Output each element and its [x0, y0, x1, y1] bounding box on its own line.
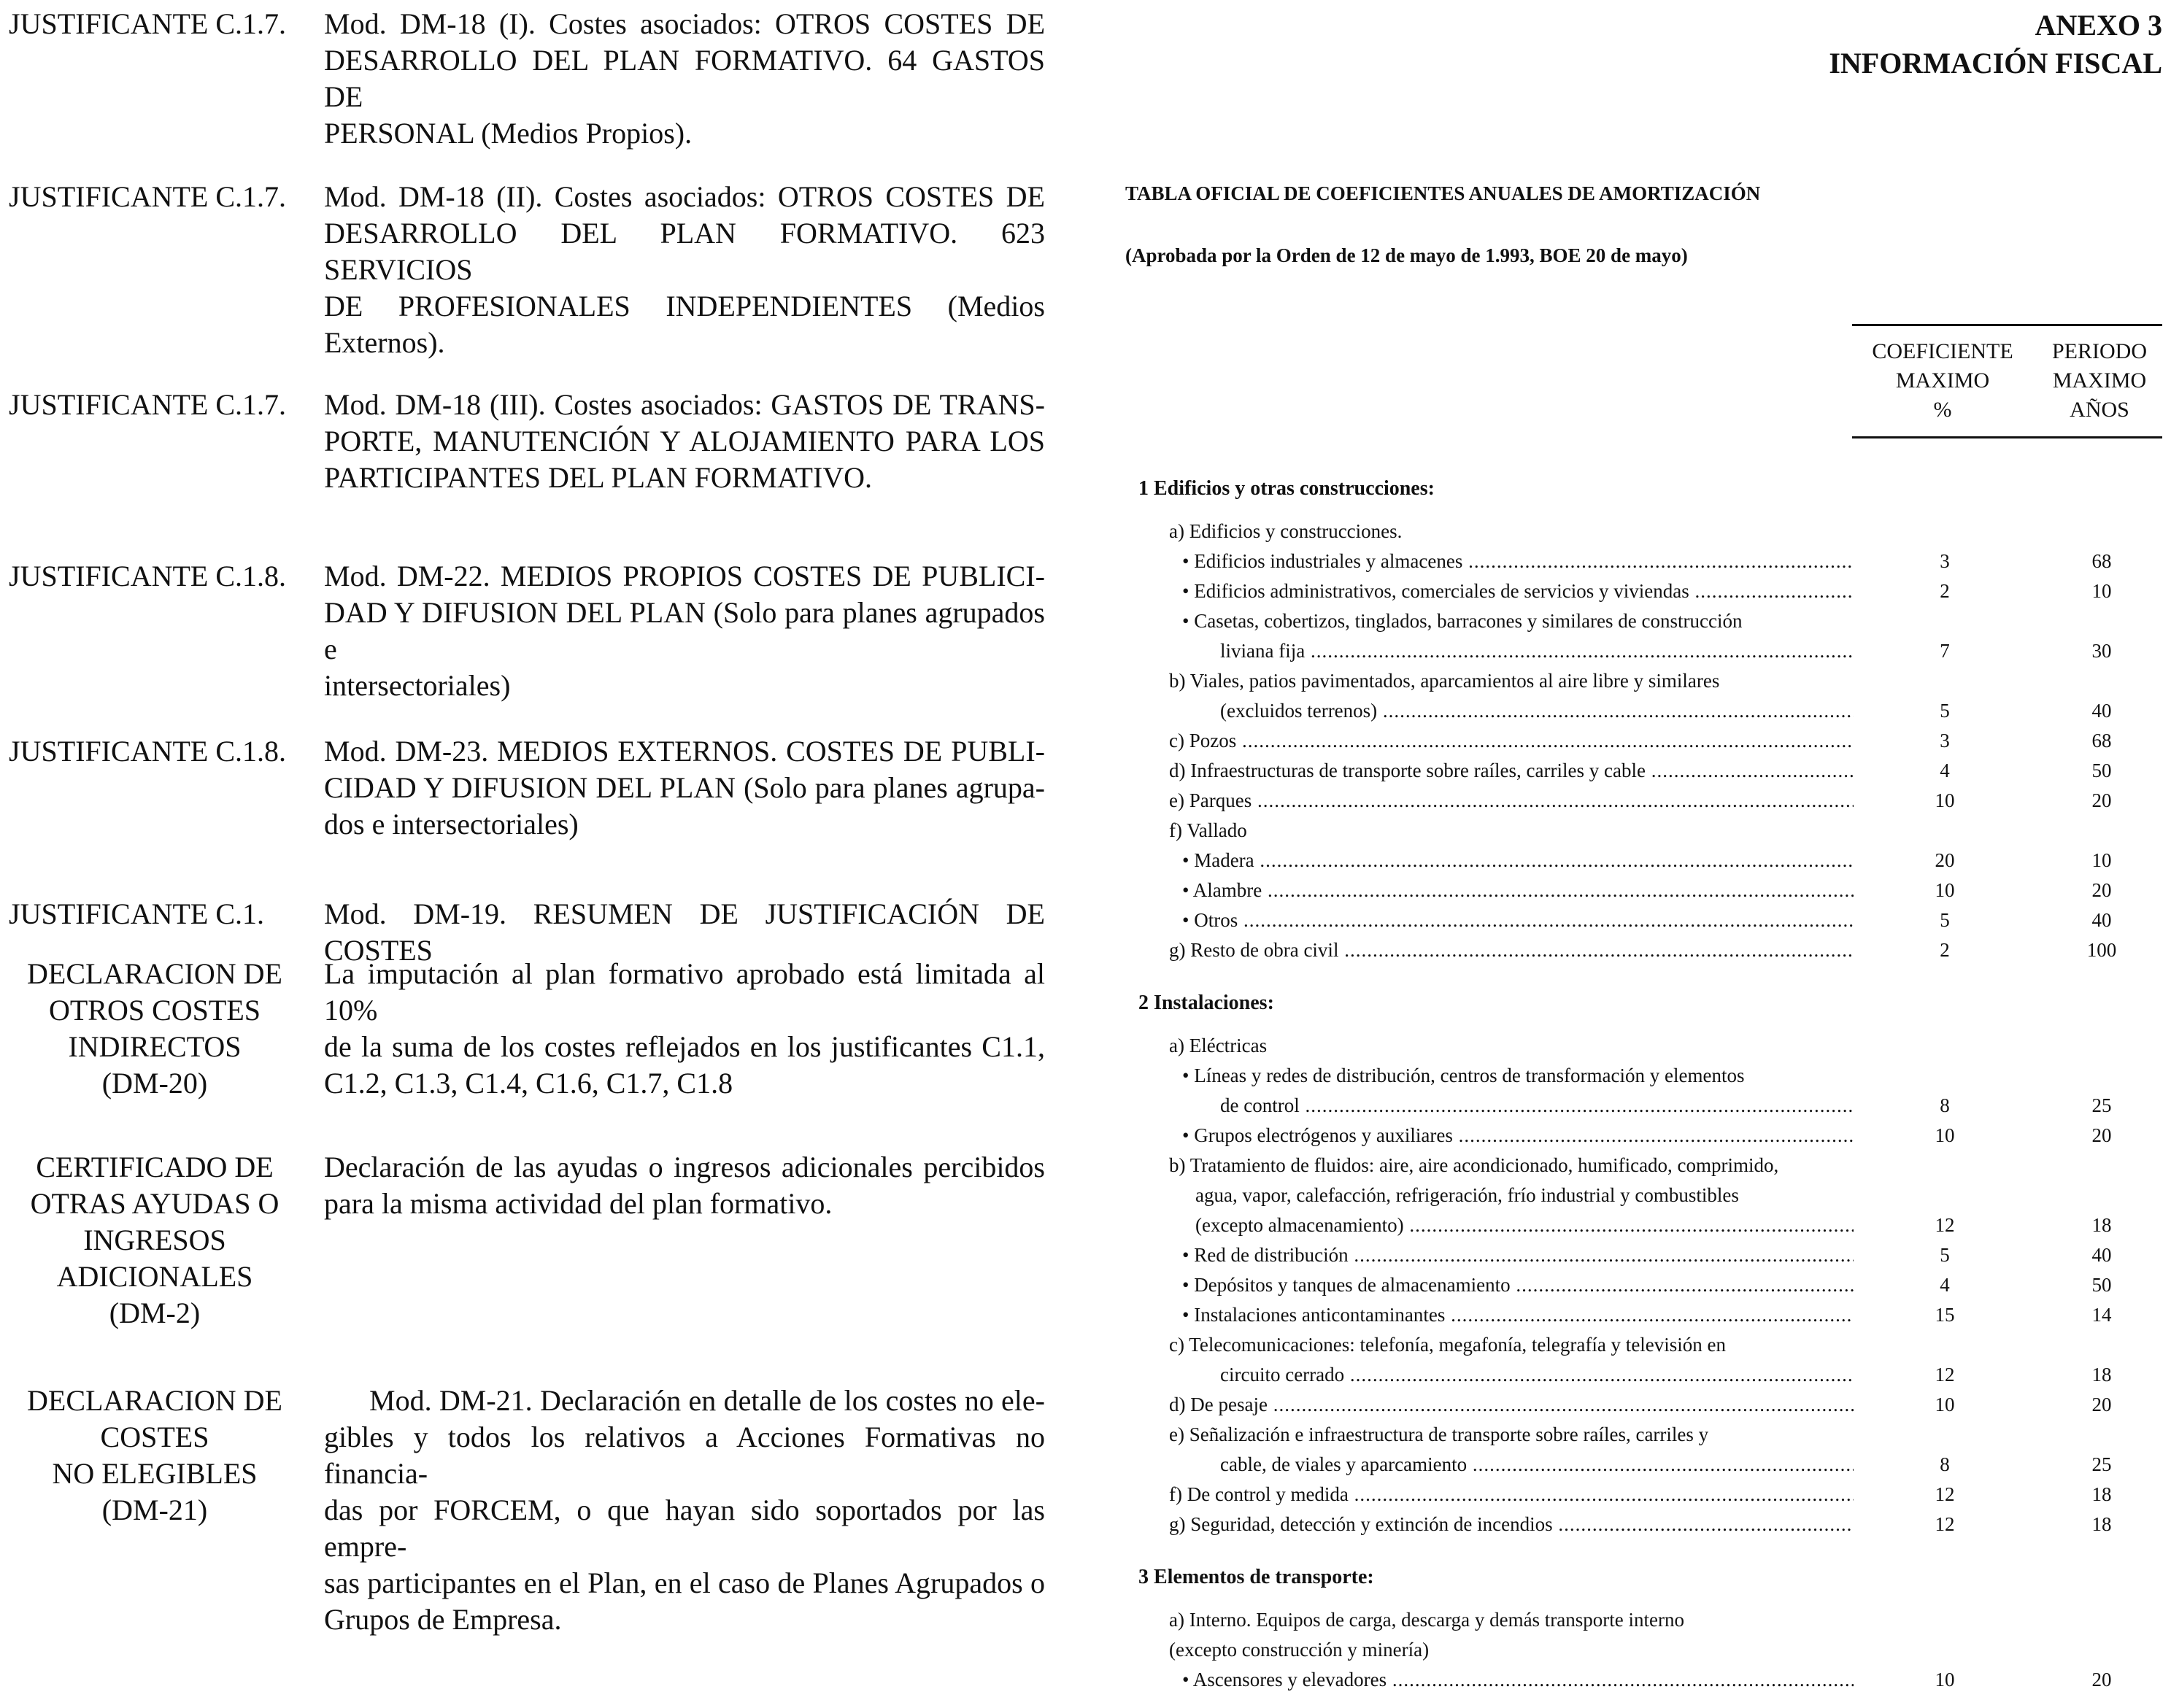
- coeficiente-value: 8: [1940, 1453, 1950, 1475]
- coeficiente-value: 5: [1940, 909, 1950, 931]
- periodo-value: 68: [2091, 550, 2112, 572]
- col2-line1: PERIODO: [2051, 339, 2147, 363]
- entry-label: [9, 558, 315, 595]
- left-page: [0, 0, 1051, 1708]
- entry-description: [324, 956, 1045, 1102]
- table-row: [1117, 1450, 2171, 1479]
- table-row: [1117, 1330, 2171, 1359]
- coeficiente-value: 5: [1940, 1244, 1950, 1266]
- periodo-value: 10: [2091, 580, 2112, 602]
- periodo-value: 10: [2091, 849, 2112, 871]
- col1-line2: MAXIMO: [1895, 368, 1990, 393]
- row-label: • Casetas, cobertizos, tinglados, barracones y similares de construcción: [1182, 610, 1743, 632]
- row-label: • Ascensores y elevadores .....: [1182, 1665, 1854, 1694]
- entry-description-line: PARTICIPANTES DEL PLAN FORMATIVO.: [324, 461, 873, 494]
- table-row: [1117, 546, 2171, 576]
- table-section-heading: [1117, 474, 2171, 503]
- coeficiente-value: 4: [1940, 1274, 1950, 1296]
- table-row: [1117, 1091, 2171, 1120]
- periodo-value: 100: [2086, 939, 2117, 961]
- row-label: d) Infraestructuras de transporte sobre raíles, carriles y cable .....: [1169, 756, 1854, 785]
- entry-label-line: JUSTIFICANTE C.1.7.: [9, 180, 287, 213]
- row-label: c) Telecomunicaciones: telefonía, megafonía, telegrafía y televisión en: [1169, 1334, 1727, 1356]
- row-label: • Instalaciones anticontaminantes .....: [1182, 1300, 1854, 1329]
- periodo-value: 25: [2091, 1094, 2112, 1116]
- entry-label-line: DECLARACION DE: [27, 1384, 282, 1417]
- periodo-value: 30: [2091, 640, 2112, 662]
- table-row: [1117, 935, 2171, 965]
- col1-line3: %: [1933, 398, 1952, 422]
- entry-label-line: CERTIFICADO DE: [36, 1151, 274, 1183]
- periodo-value: 18: [2091, 1364, 2112, 1386]
- entry-label: [9, 733, 315, 770]
- entry-description-line: C1.2, C1.3, C1.4, C1.6, C1.7, C1.8: [324, 1067, 733, 1100]
- entry-description-line: La imputación al plan formativo aprobado está limitada al 10%: [324, 957, 1045, 1027]
- periodo-value: 40: [2091, 1244, 2112, 1266]
- annex-number: ANEXO 3: [2035, 9, 2162, 42]
- entry-description-line: CIDAD Y DIFUSION DEL PLAN (Solo para planes agrupa-: [324, 771, 1045, 804]
- coeficiente-value: 12: [1935, 1214, 1955, 1236]
- entry-description-line: intersectoriales): [324, 669, 511, 702]
- annex-title: INFORMACIÓN FISCAL: [1829, 47, 2162, 80]
- coeficiente-value: 20: [1935, 849, 1955, 871]
- row-label: cable, de viales y aparcamiento .....: [1220, 1450, 1854, 1479]
- entry-label-line: JUSTIFICANTE C.1.8.: [9, 560, 287, 592]
- coeficiente-value: 3: [1940, 550, 1950, 572]
- row-label: • Alambre .....: [1182, 876, 1854, 905]
- table-row: [1117, 1665, 2171, 1694]
- table-row: [1117, 1360, 2171, 1389]
- row-label: e) Parques .....: [1169, 786, 1854, 815]
- table-row: [1117, 846, 2171, 875]
- entry-label-line: JUSTIFICANTE C.1.8.: [9, 735, 287, 768]
- col1-line1: COEFICIENTE: [1872, 339, 2013, 363]
- entry-description-line: DESARROLLO DEL PLAN FORMATIVO. 64 GASTOS DE: [324, 44, 1045, 113]
- table-row: [1117, 696, 2171, 725]
- periodo-value: 20: [2091, 789, 2112, 811]
- periodo-value: 14: [2091, 1304, 2112, 1326]
- coeficiente-value: 2: [1940, 580, 1950, 602]
- row-label: • Otros .....: [1182, 905, 1854, 935]
- entry-label-line: JUSTIFICANTE C.1.7.: [9, 7, 287, 40]
- periodo-value: 20: [2091, 1124, 2112, 1146]
- table-row: [1117, 1061, 2171, 1090]
- entry-label: [9, 1383, 301, 1529]
- row-label: d) De pesaje .....: [1169, 1390, 1854, 1419]
- row-label: e) Señalización e infraestructura de transporte sobre raíles, carriles y: [1169, 1423, 1709, 1445]
- coeficiente-value: 10: [1935, 879, 1955, 901]
- table-title: TABLA OFICIAL DE COEFICIENTES ANUALES DE AMORTIZACIÓN: [1125, 182, 1761, 204]
- table-row: [1117, 517, 2171, 546]
- entry-description: [324, 1149, 1045, 1222]
- coeficiente-value: 2: [1940, 939, 1950, 961]
- entry-description-line: Mod. DM-18 (I). Costes asociados: OTROS COSTES DE: [324, 7, 1045, 40]
- entry-description: [324, 6, 1045, 152]
- entry-label-line: (DM-2): [109, 1297, 201, 1329]
- coeficiente-value: 4: [1940, 760, 1950, 781]
- column-header-coeficiente: [1855, 337, 2030, 425]
- row-label: g) Resto de obra civil .....: [1169, 935, 1854, 965]
- table-row: [1117, 1121, 2171, 1150]
- entry-description-line: Grupos de Empresa.: [324, 1603, 562, 1636]
- periodo-value: 18: [2091, 1513, 2112, 1535]
- table-row: [1117, 1510, 2171, 1539]
- row-label: • Edificios administrativos, comerciales de servicios y viviendas .....: [1182, 576, 1854, 606]
- table-row: [1117, 1180, 2171, 1210]
- row-label: 2 Instalaciones:: [1138, 992, 1274, 1014]
- row-label: • Madera .....: [1182, 846, 1854, 875]
- row-label: (excepto almacenamiento) .....: [1195, 1210, 1854, 1240]
- coeficiente-value: 8: [1940, 1094, 1950, 1116]
- table-row: [1117, 905, 2171, 935]
- col2-line2: MAXIMO: [2052, 368, 2147, 393]
- coeficiente-value: 10: [1935, 1394, 1955, 1415]
- right-page: [1117, 0, 2171, 1708]
- table-row: [1117, 876, 2171, 905]
- table-section-heading: [1117, 1563, 2171, 1592]
- entry-description-line: para la misma actividad del plan formativo.: [324, 1187, 833, 1220]
- entry-label: [9, 896, 315, 932]
- entry-description-line: Mod. DM-19. RESUMEN DE JUSTIFICACIÓN DE COSTES: [324, 897, 1045, 967]
- table-subtitle: (Aprobada por la Orden de 12 de mayo de 1.993, BOE 20 de mayo): [1125, 244, 1688, 266]
- entry-description-line: Declaración de las ayudas o ingresos adicionales percibidos: [324, 1151, 1045, 1183]
- entry-description-line: Mod. DM-21. Declaración en detalle de los costes no ele-: [369, 1384, 1045, 1417]
- entry-description: [324, 733, 1045, 843]
- entry-label-line: DECLARACION DE: [27, 957, 282, 990]
- table-row: [1117, 1270, 2171, 1299]
- table-row: [1117, 1031, 2171, 1060]
- entry-description-line: sas participantes en el Plan, en el caso de Planes Agrupados o: [324, 1566, 1045, 1599]
- coeficiente-value: 12: [1935, 1513, 1955, 1535]
- row-label: • Depósitos y tanques de almacenamiento .....: [1182, 1270, 1854, 1299]
- row-label: • Red de distribución .....: [1182, 1240, 1854, 1270]
- row-label: a) Edificios y construcciones.: [1169, 520, 1403, 542]
- row-label: de control .....: [1220, 1091, 1854, 1120]
- row-label: circuito cerrado .....: [1220, 1360, 1854, 1389]
- table-row: [1117, 606, 2171, 635]
- entry-description-line: DE PROFESIONALES INDEPENDIENTES (Medios: [324, 290, 1045, 322]
- row-label: b) Viales, patios pavimentados, aparcamientos al aire libre y similares: [1169, 670, 1720, 692]
- coeficiente-value: 15: [1935, 1304, 1955, 1326]
- entry-description-line: das por FORCEM, o que hayan sido soportados por las empre-: [324, 1493, 1045, 1563]
- table-row: [1117, 816, 2171, 845]
- table-row: [1117, 1480, 2171, 1509]
- periodo-value: 18: [2091, 1483, 2112, 1505]
- entry-label-line: ADICIONALES: [56, 1260, 253, 1293]
- row-label: b) Tratamiento de fluidos: aire, aire acondicionado, humificado, comprimido,: [1169, 1154, 1779, 1176]
- entry-description: [324, 179, 1045, 361]
- row-label: (excluidos terrenos) .....: [1220, 696, 1854, 725]
- entry-label: [9, 6, 315, 42]
- row-label: a) Interno. Equipos de carga, descarga y demás transporte interno: [1169, 1609, 1684, 1631]
- entry-label: [9, 179, 315, 215]
- coeficiente-value: 10: [1935, 789, 1955, 811]
- row-label: 3 Elementos de transporte:: [1138, 1566, 1374, 1588]
- periodo-value: 20: [2091, 879, 2112, 901]
- coeficiente-value: 7: [1940, 640, 1950, 662]
- periodo-value: 20: [2091, 1394, 2112, 1415]
- entry-label-line: JUSTIFICANTE C.1.7.: [9, 388, 287, 421]
- column-header-periodo: [2037, 337, 2162, 425]
- entry-label-line: OTRAS AYUDAS O: [30, 1187, 279, 1220]
- entry-description-line: PERSONAL (Medios Propios).: [324, 117, 693, 150]
- table-row: [1117, 576, 2171, 606]
- table-row: [1117, 1635, 2171, 1664]
- table-row: [1117, 1420, 2171, 1449]
- row-label: a) Eléctricas: [1169, 1035, 1268, 1056]
- periodo-value: 18: [2091, 1214, 2112, 1236]
- entry-description-line: PORTE, MANUTENCIÓN Y ALOJAMIENTO PARA LOS: [324, 425, 1045, 457]
- periodo-value: 20: [2091, 1669, 2112, 1690]
- entry-label-line: INGRESOS: [83, 1224, 226, 1256]
- entry-label-line: (DM-21): [101, 1493, 208, 1526]
- periodo-value: 40: [2091, 909, 2112, 931]
- table-row: [1117, 1240, 2171, 1270]
- row-label: liviana fija .....: [1220, 636, 1854, 665]
- coeficiente-value: 10: [1935, 1669, 1955, 1690]
- entry-description-line: gibles y todos los relativos a Acciones Formativas no financia-: [324, 1421, 1045, 1490]
- table-row: [1117, 1605, 2171, 1634]
- table-row: [1117, 1390, 2171, 1419]
- entry-description-line: Mod. DM-18 (III). Costes asociados: GASTOS DE TRANS-: [324, 388, 1045, 421]
- entry-label: [9, 387, 315, 423]
- entry-description: [324, 1383, 1045, 1638]
- periodo-value: 68: [2091, 730, 2112, 751]
- table-row: [1117, 636, 2171, 665]
- periodo-value: 40: [2091, 700, 2112, 722]
- table-row: [1117, 726, 2171, 755]
- entry-label: [9, 1149, 301, 1332]
- coeficiente-value: 5: [1940, 700, 1950, 722]
- row-label: f) Vallado: [1169, 819, 1247, 841]
- periodo-value: 50: [2091, 760, 2112, 781]
- table-row: [1117, 786, 2171, 815]
- header-rule-bottom: [1852, 436, 2162, 438]
- row-label: • Edificios industriales y almacenes .....: [1182, 546, 1854, 576]
- entry-description: [324, 387, 1045, 496]
- header-rule-top: [1852, 324, 2162, 326]
- entry-label-line: NO ELEGIBLES: [52, 1457, 258, 1490]
- entry-description-line: DESARROLLO DEL PLAN FORMATIVO. 623 SERVICIOS: [324, 217, 1045, 286]
- entry-description-line: Mod. DM-22. MEDIOS PROPIOS COSTES DE PUBLICI-: [324, 560, 1045, 592]
- annex-heading: [1829, 7, 2162, 83]
- table-section-heading: [1117, 989, 2171, 1018]
- entry-description: [324, 558, 1045, 704]
- periodo-value: 50: [2091, 1274, 2112, 1296]
- entry-description-line: Mod. DM-23. MEDIOS EXTERNOS. COSTES DE PUBLI-: [324, 735, 1045, 768]
- row-label: 1 Edificios y otras construcciones:: [1138, 477, 1435, 500]
- table-row: [1117, 756, 2171, 785]
- row-label: • Grupos electrógenos y auxiliares .....: [1182, 1121, 1854, 1150]
- coeficiente-value: 10: [1935, 1124, 1955, 1146]
- entry-description-line: Externos).: [324, 326, 445, 359]
- coeficiente-value: 12: [1935, 1364, 1955, 1386]
- entry-label-line: OTROS COSTES: [48, 994, 261, 1027]
- row-label: agua, vapor, calefacción, refrigeración, frío industrial y combustibles: [1195, 1184, 1739, 1206]
- entry-label: [9, 956, 301, 1102]
- table-row: [1117, 1210, 2171, 1240]
- col2-line3: AÑOS: [2070, 398, 2129, 422]
- entry-label-line: (DM-20): [101, 1067, 208, 1100]
- entry-description-line: de la suma de los costes reflejados en los justificantes C1.1,: [324, 1030, 1045, 1063]
- row-label: (excepto construcción y minería): [1169, 1639, 1430, 1661]
- entry-label-line: COSTES: [100, 1421, 209, 1453]
- coeficiente-value: 12: [1935, 1483, 1955, 1505]
- row-label: • Líneas y redes de distribución, centros de transformación y elementos: [1182, 1064, 1745, 1086]
- table-row: [1117, 1151, 2171, 1180]
- periodo-value: 25: [2091, 1453, 2112, 1475]
- table-row: [1117, 1300, 2171, 1329]
- row-label: g) Seguridad, detección y extinción de incendios .....: [1169, 1510, 1854, 1539]
- entry-label-line: INDIRECTOS: [68, 1030, 242, 1063]
- entry-description-line: dos e intersectoriales): [324, 808, 579, 841]
- row-label: f) De control y medida .....: [1169, 1480, 1854, 1509]
- row-label: c) Pozos .....: [1169, 726, 1854, 755]
- coeficiente-value: 3: [1940, 730, 1950, 751]
- entry-description-line: DAD Y DIFUSION DEL PLAN (Solo para planes agrupados e: [324, 596, 1045, 665]
- entry-label-line: JUSTIFICANTE C.1.: [9, 897, 265, 930]
- entry-description-line: Mod. DM-18 (II). Costes asociados: OTROS COSTES DE: [324, 180, 1045, 213]
- table-row: [1117, 666, 2171, 695]
